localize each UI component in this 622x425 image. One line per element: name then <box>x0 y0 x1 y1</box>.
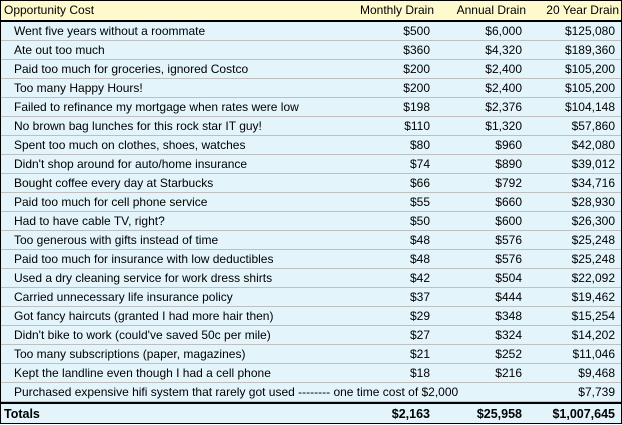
row-annual-cell <box>436 383 528 402</box>
row-item-cell: Bought coffee every day at Starbucks <box>14 176 214 190</box>
row-item-cell: Failed to refinance my mortgage when rates were low <box>14 100 299 114</box>
row-annual-cell: $2,400 <box>485 62 522 76</box>
row-annual-cell: $600 <box>495 214 522 228</box>
row-annual-cell: $792 <box>495 176 522 190</box>
row-20-year-cell: $57,860 <box>571 119 615 133</box>
row-20-year-cell: $26,300 <box>571 214 615 228</box>
row-20-year-cell: $28,930 <box>571 195 615 209</box>
row-item-cell: Too many Happy Hours! <box>14 81 143 95</box>
table-row <box>1 345 621 364</box>
row-20-year-cell: $42,080 <box>571 138 615 152</box>
row-item-cell: Paid too much for cell phone service <box>14 195 208 209</box>
row-item-cell: Purchased expensive hifi system that rarely got used -------- one time cost of $2,000 <box>14 385 459 399</box>
row-annual-cell: $890 <box>495 157 522 171</box>
row-item-cell: No brown bag lunches for this rock star IT guy! <box>14 119 262 133</box>
table-row <box>1 22 621 41</box>
row-monthly-cell: $66 <box>409 176 430 190</box>
row-20-year-cell: $25,248 <box>571 252 615 266</box>
table-row <box>1 250 621 269</box>
table-row <box>1 288 621 307</box>
header-annual-drain: Annual Drain <box>456 3 526 17</box>
row-20-year-cell: $19,462 <box>571 290 615 304</box>
table-row <box>1 117 621 136</box>
table-row <box>1 98 621 117</box>
header-row <box>1 1 621 22</box>
row-annual-cell: $444 <box>495 290 522 304</box>
row-monthly-cell: $37 <box>409 290 430 304</box>
row-monthly-cell: $200 <box>403 81 430 95</box>
row-monthly-cell: $42 <box>409 271 430 285</box>
row-monthly-cell: $21 <box>409 347 430 361</box>
row-item-cell: Didn't bike to work (could've saved 50c per mile) <box>14 328 271 342</box>
totals-20-year: $1,007,645 <box>552 407 615 421</box>
row-item-cell: Had to have cable TV, right? <box>14 214 165 228</box>
row-item-cell: Too generous with gifts instead of time <box>14 233 219 247</box>
row-20-year-cell: $11,046 <box>572 347 615 361</box>
row-item-cell: Too many subscriptions (paper, magazines) <box>14 347 246 361</box>
row-annual-cell: $960 <box>495 138 522 152</box>
table-row <box>1 269 621 288</box>
row-20-year-cell: $25,248 <box>571 233 615 247</box>
row-annual-cell: $324 <box>495 328 522 342</box>
header-opportunity-cost: Opportunity Cost <box>4 3 95 17</box>
row-monthly-cell: $29 <box>409 309 430 323</box>
row-annual-cell: $576 <box>495 233 522 247</box>
table-row <box>1 212 621 231</box>
row-monthly-cell: $360 <box>403 43 430 57</box>
row-annual-cell: $504 <box>495 271 522 285</box>
row-20-year-cell: $7,739 <box>578 385 615 399</box>
row-monthly-cell: $48 <box>409 233 430 247</box>
table-row <box>1 79 621 98</box>
row-item-cell: Paid too much for insurance with low deductibles <box>14 252 274 266</box>
row-20-year-cell: $15,254 <box>571 309 615 323</box>
row-monthly-cell: $80 <box>409 138 430 152</box>
header-monthly-drain: Monthly Drain <box>359 3 434 17</box>
table-row <box>1 383 621 402</box>
row-item-cell: Went five years without a roommate <box>14 24 206 38</box>
row-annual-cell: $6,000 <box>485 24 522 38</box>
row-annual-cell: $252 <box>495 347 522 361</box>
totals-label: Totals <box>4 407 40 421</box>
row-annual-cell: $348 <box>495 309 522 323</box>
row-20-year-cell: $39,012 <box>571 157 615 171</box>
row-item-cell: Got fancy haircuts (granted I had more hair then) <box>14 309 274 323</box>
row-item-cell: Used a dry cleaning service for work dress shirts <box>14 271 273 285</box>
table-row <box>1 60 621 79</box>
table-row <box>1 41 621 60</box>
row-monthly-cell <box>348 383 436 402</box>
table-body <box>1 22 621 402</box>
row-annual-cell: $216 <box>495 366 522 380</box>
row-20-year-cell: $34,716 <box>571 176 615 190</box>
totals-monthly: $2,163 <box>391 407 430 421</box>
row-20-year-cell: $105,200 <box>564 62 615 76</box>
table-row <box>1 326 621 345</box>
row-annual-cell: $660 <box>495 195 522 209</box>
row-item-cell: Paid too much for groceries, ignored Costco <box>14 62 249 76</box>
row-item-cell: Carried unnecessary life insurance policy <box>14 290 233 304</box>
table-row <box>1 364 621 383</box>
row-monthly-cell: $48 <box>409 252 430 266</box>
row-annual-cell: $2,376 <box>485 100 522 114</box>
row-monthly-cell: $110 <box>404 119 430 133</box>
row-annual-cell: $576 <box>495 252 522 266</box>
totals-row <box>1 402 621 423</box>
table-row <box>1 193 621 212</box>
row-item-cell: Didn't shop around for auto/home insurance <box>14 157 248 171</box>
table-row <box>1 307 621 326</box>
table-row <box>1 231 621 250</box>
row-item-cell: Kept the landline even though I had a cell phone <box>14 366 271 380</box>
row-annual-cell: $2,400 <box>485 81 522 95</box>
row-monthly-cell: $74 <box>409 157 430 171</box>
row-monthly-cell: $50 <box>409 214 430 228</box>
table-row <box>1 136 621 155</box>
row-20-year-cell: $125,080 <box>564 24 615 38</box>
row-item-cell: Ate out too much <box>14 43 105 57</box>
row-monthly-cell: $55 <box>409 195 430 209</box>
totals-annual: $25,958 <box>476 407 522 421</box>
header-20-year-drain: 20 Year Drain <box>546 3 619 17</box>
row-monthly-cell: $27 <box>409 328 430 342</box>
row-20-year-cell: $189,360 <box>564 43 615 57</box>
row-monthly-cell: $500 <box>403 24 430 38</box>
row-20-year-cell: $22,092 <box>571 271 615 285</box>
row-20-year-cell: $9,468 <box>578 366 615 380</box>
table-row <box>1 155 621 174</box>
row-monthly-cell: $200 <box>403 62 430 76</box>
row-20-year-cell: $104,148 <box>564 100 615 114</box>
row-20-year-cell: $14,202 <box>571 328 615 342</box>
row-monthly-cell: $18 <box>409 366 430 380</box>
table-row <box>1 174 621 193</box>
row-annual-cell: $1,320 <box>485 119 522 133</box>
row-20-year-cell: $105,200 <box>564 81 615 95</box>
row-annual-cell: $4,320 <box>485 43 522 57</box>
row-item-cell: Spent too much on clothes, shoes, watches <box>14 138 246 152</box>
row-monthly-cell: $198 <box>403 100 430 114</box>
